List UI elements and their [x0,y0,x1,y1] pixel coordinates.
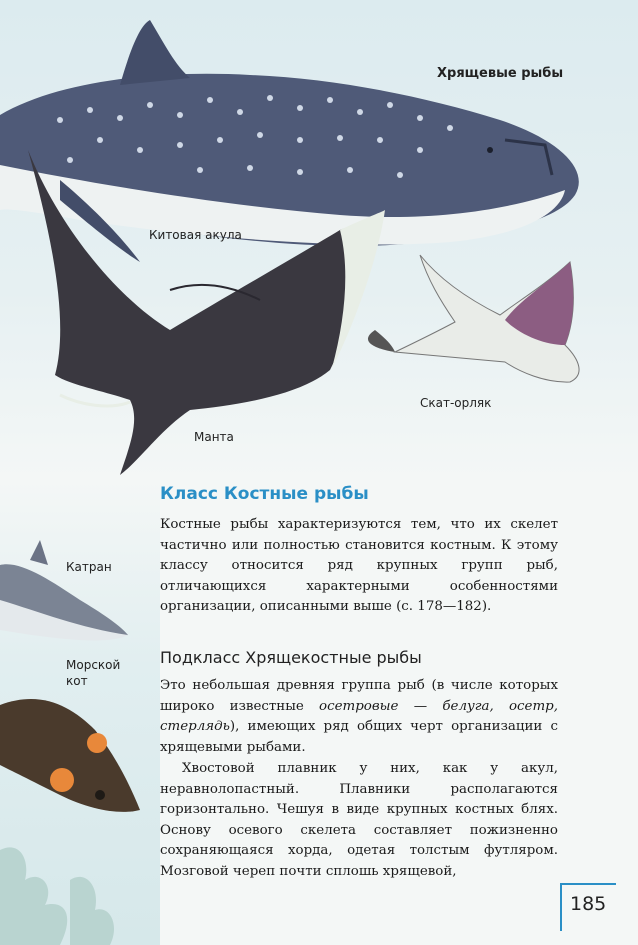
caption-manta: Манта [194,430,234,444]
section-paragraph: Костные рыбы характеризуются тем, что их скелет частично или полностью становится костным. К этому классу относится ряд крупных групп рыб, отличающихся характерными особенностями организации, описанными выше (с. 178—182). [160,517,558,615]
caption-eagle-ray: Скат-орляк [420,396,492,410]
subsection-paragraph-1 [160,676,558,758]
paragraph-text: Это небольшая древняя группа рыб (в числе которых широко известные [160,678,558,714]
page-number: 185 [570,893,607,915]
subsection-title: Подкласс Хрящекостные рыбы [160,648,422,667]
caption-chimaera [66,657,120,689]
caption-chimaera-line1: Морской [66,658,121,672]
paragraph-italic-examples: осетровые — белуга, осетр, стерлядь [160,698,558,735]
caption-whale-shark: Китовая акула [149,228,242,242]
caption-katran: Катран [66,560,112,574]
whale-shark-illustration [0,20,579,262]
eagle-ray-illustration [368,255,579,382]
chimaera-illustration [0,699,140,812]
seaweed-illustration [0,847,114,945]
katran-illustration [0,540,128,640]
caption-chondrichthyes: Хрящевые рыбы [437,66,564,81]
subsection-paragraph-2: Хвостовой плавник у них, как у акул, неравнолопастный. Плавники располагаются горизонтально. Чешуя в виде крупных костных блях. Основу осевого скелета составляет пожизненно сохраняющаяся хорда, одетая толстым футляром. Мозговой череп почти сплошь хрящевой, [160,761,558,879]
section-title: Класс Костные рыбы [160,484,369,504]
caption-chimaera-line2: кот [66,674,88,688]
paragraph-text: ), имеющих ряд общих черт организации с хрящевыми рыбами. [160,719,558,755]
